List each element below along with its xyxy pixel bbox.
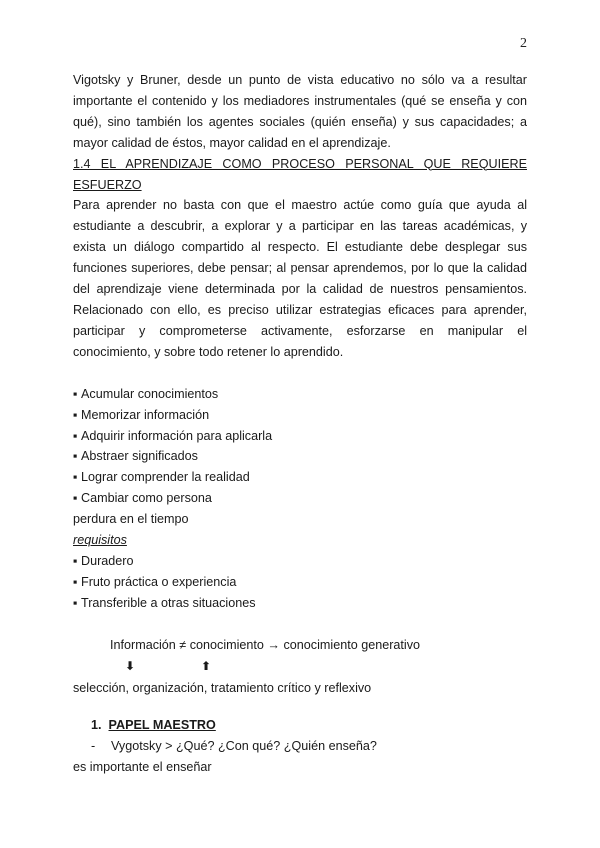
requisites-list <box>73 551 527 614</box>
formula-arrows <box>73 656 527 678</box>
section-heading-line-1: 1.4 EL APRENDIZAJE COMO PROCESO PERSONAL QUE REQUIERE <box>73 156 527 171</box>
bullet-icon: ▪ <box>73 553 78 568</box>
closing-line: es importante el enseñar <box>73 760 212 775</box>
list-item: ▪ Fruto práctica o experiencia <box>73 572 527 593</box>
list-item: ▪ Acumular conocimientos <box>73 384 527 405</box>
arrow-up-icon: ⬆ <box>201 658 212 673</box>
intro-paragraph: Vigotsky y Bruner, desde un punto de vista educativo no sólo va a resultar importante el contenido y los mediadores instrumentales (qué se enseña y con qué), sino también los agentes sociales (quién enseña) y sus capacidades; a mayor calidad de éstos, mayor calidad en el aprendizaje. <box>73 73 527 150</box>
list-item: ▪ Cambiar como persona <box>73 488 527 509</box>
goals-list <box>73 384 527 509</box>
list-item: ▪ Transferible a otras situaciones <box>73 593 527 614</box>
vygotsky-line: - Vygotsky > ¿Qué? ¿Con qué? ¿Quién enseña? <box>73 736 527 757</box>
persist-line: perdura en el tiempo <box>73 512 189 527</box>
dash-icon: - <box>91 739 96 754</box>
list-item: ▪ Abstraer significados <box>73 446 527 467</box>
body-paragraph: Para aprender no basta con que el maestro actúe como guía que ayuda al estudiante a descubrir, a explorar y a participar en las tareas académicas, y exista un diálogo compartido al respecto. El estudiante debe desplegar sus funciones superiores, debe pensar; al pensar aprendemos, por lo que la calidad del aprendizaje viene determinada por la calidad de nuestros pensamientos. Relacionado con ello, es preciso utilizar estrategias eficaces para aprender, participar y comprometerse activamente, esforzarse en manipular el conocimiento, y sobre todo retener lo aprendido. <box>73 198 527 359</box>
section-heading-line-2: ESFUERZO <box>73 177 142 192</box>
page-number: 2 <box>520 36 527 51</box>
list-item: ▪ Duradero <box>73 551 527 572</box>
section-title <box>73 715 527 736</box>
list-item: ▪ Lograr comprender la realidad <box>73 467 527 488</box>
bullet-icon: ▪ <box>73 386 78 401</box>
bullet-icon: ▪ <box>73 428 78 443</box>
bullet-icon: ▪ <box>73 491 78 506</box>
document-body <box>73 70 527 778</box>
section-title-text: PAPEL MAESTRO <box>108 718 216 733</box>
arrow-down-icon: ⬇ <box>125 658 136 673</box>
knowledge-formula: Información ≠ conocimiento → conocimiento generativo <box>110 637 421 652</box>
bullet-icon: ▪ <box>73 449 78 464</box>
requisites-label: requisitos <box>73 533 127 548</box>
bullet-icon: ▪ <box>73 574 78 589</box>
bullet-icon: ▪ <box>73 407 78 422</box>
process-line: selección, organización, tratamiento crítico y reflexivo <box>73 680 372 695</box>
list-item: ▪ Adquirir información para aplicarla <box>73 426 527 447</box>
bullet-icon: ▪ <box>73 595 78 610</box>
list-item: ▪ Memorizar información <box>73 405 527 426</box>
bullet-icon: ▪ <box>73 470 78 485</box>
section-number: 1. <box>91 718 102 733</box>
